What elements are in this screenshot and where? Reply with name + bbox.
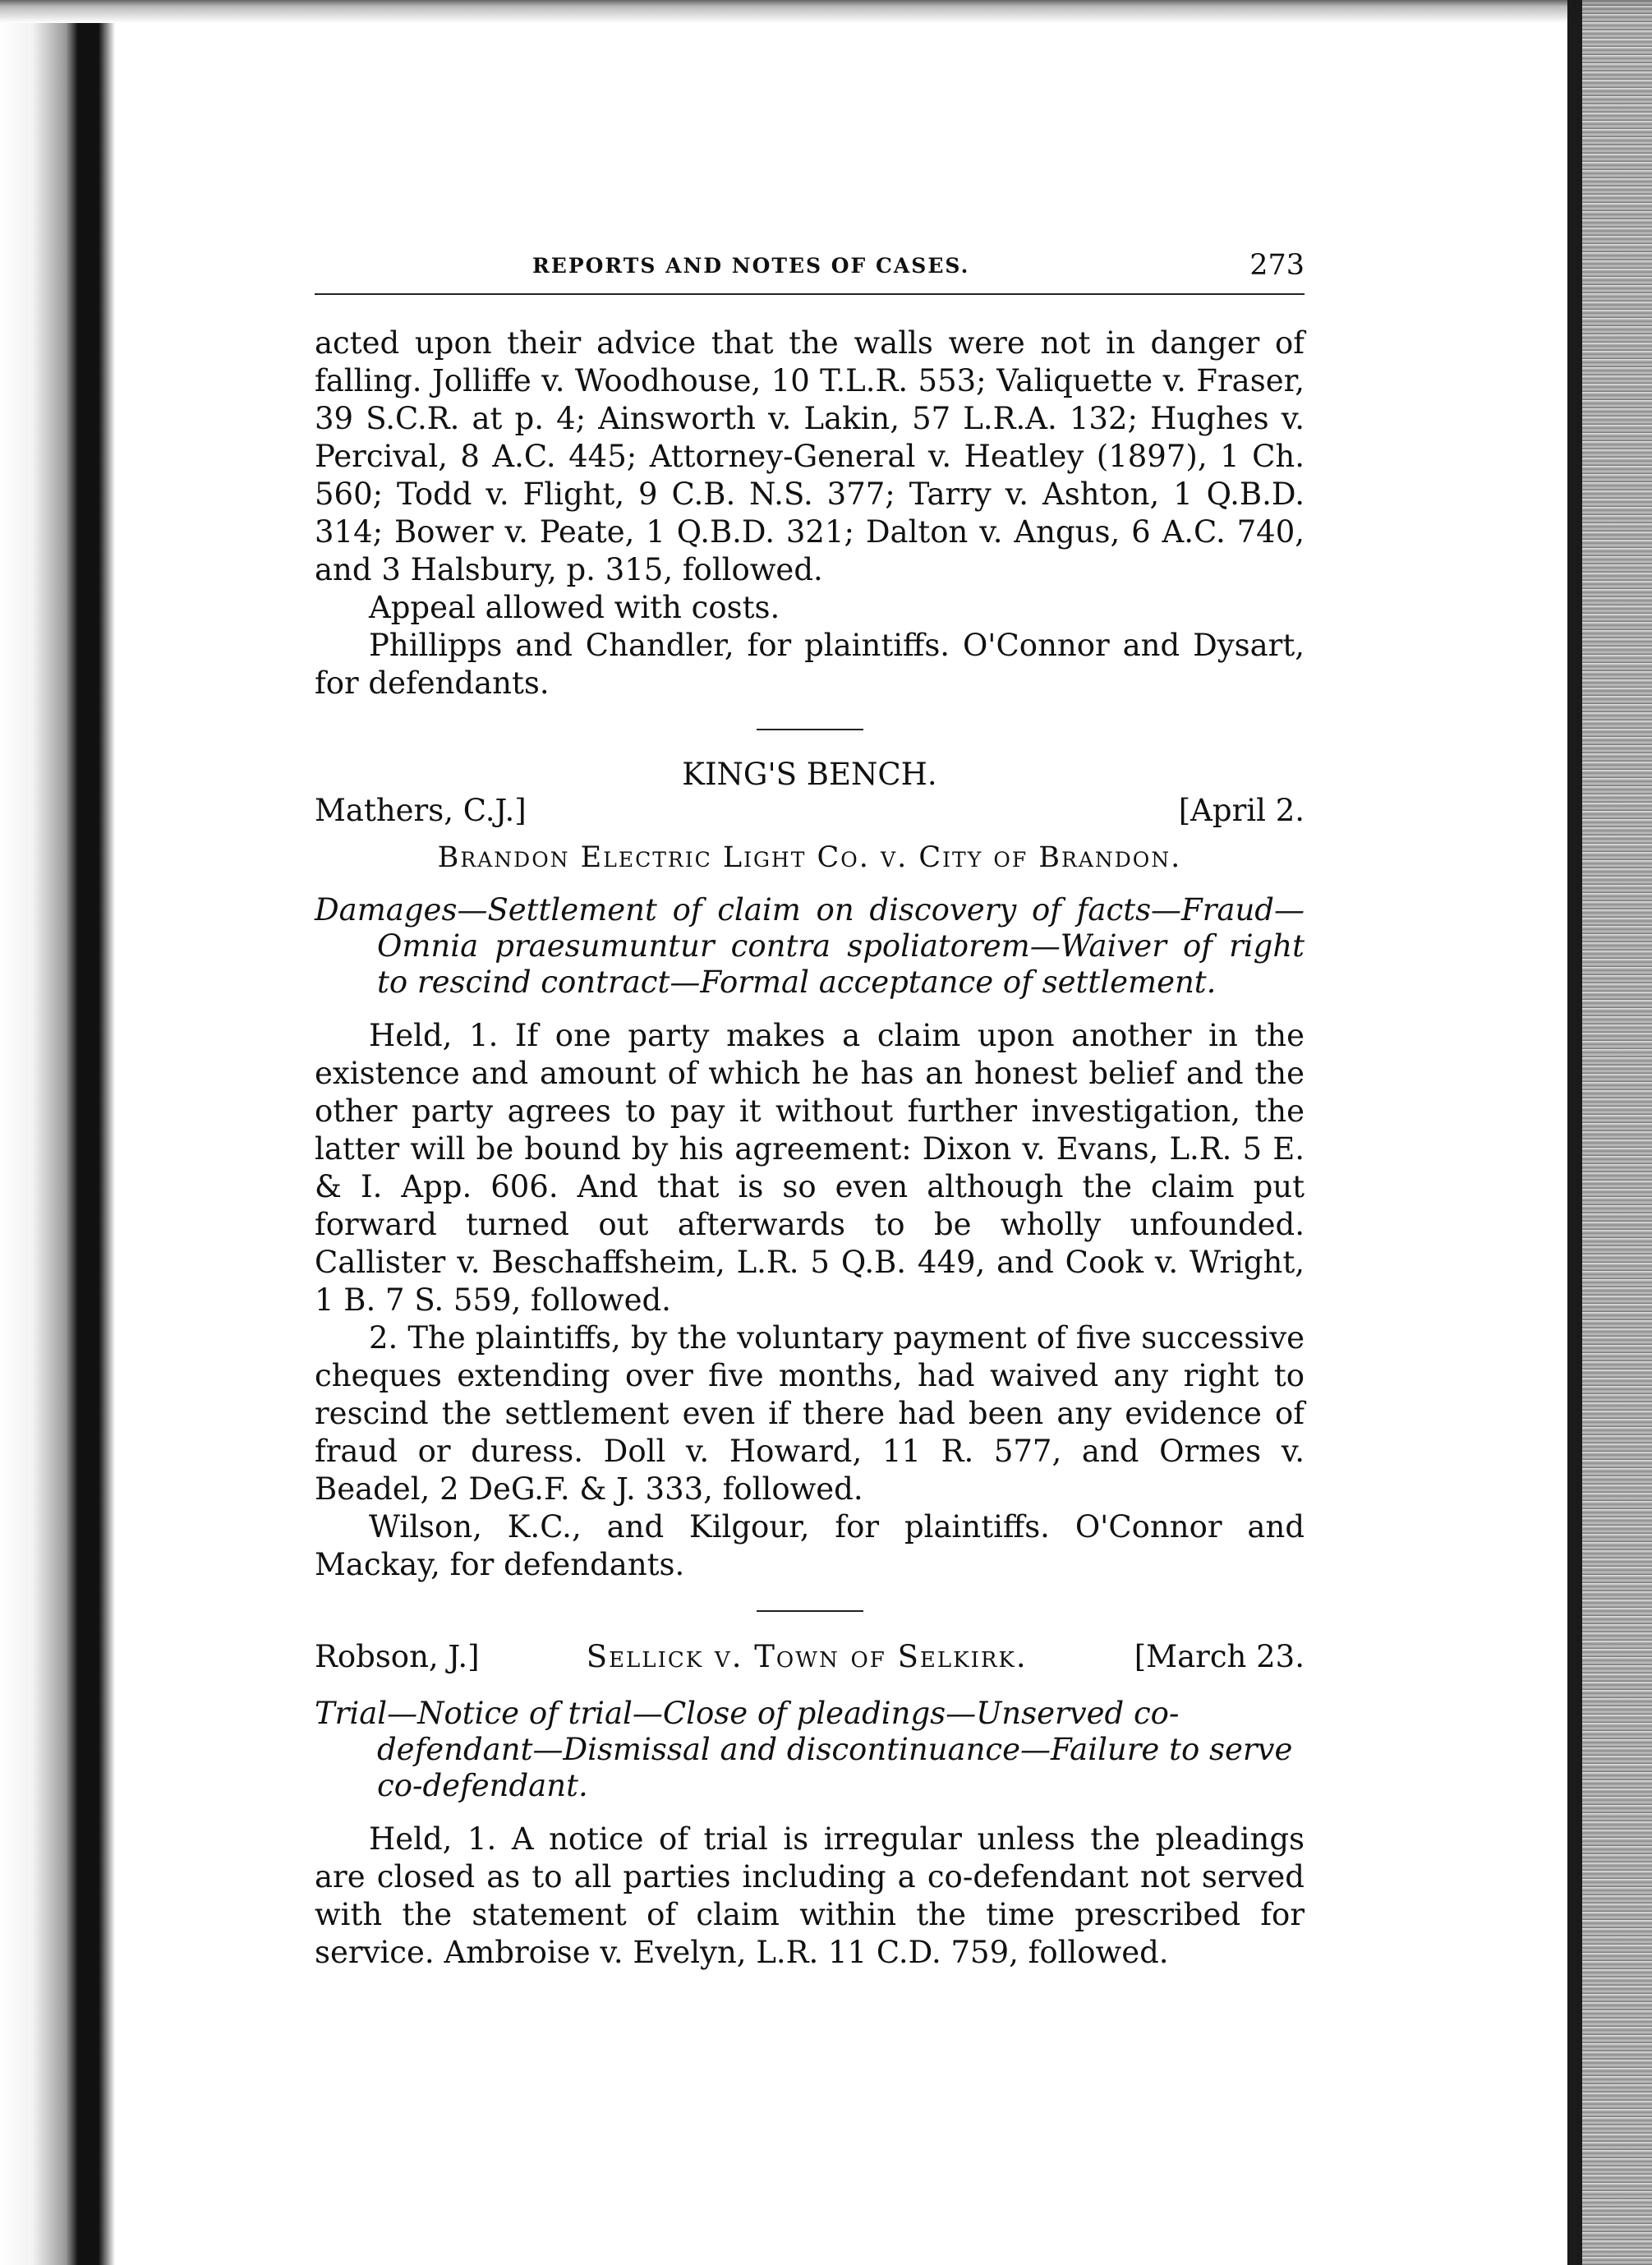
section-divider xyxy=(757,729,863,730)
case2-catchwords: Trial—Notice of trial—Close of pleadings—Unserved co-defendant—Dismissal and discontinuance—Failure to serve co-defendant. xyxy=(315,1696,1293,1803)
page-edge-right xyxy=(1574,0,1652,2265)
page-top-shadow xyxy=(0,0,1652,23)
case2-held-1: Held, 1. A notice of trial is irregular unless the pleadings are closed as to all parties including a co-defendant not served with the statement of claim within the time prescribed for service. Ambroise v. Evelyn, L.R. 11 C.D. 759, followed. xyxy=(315,1821,1305,1970)
case2-date: [March 23. xyxy=(1134,1639,1305,1674)
case2-header-row xyxy=(315,1638,1305,1676)
running-title: REPORTS AND NOTES OF CASES. xyxy=(532,254,970,278)
book-spine-shadow xyxy=(0,0,115,2265)
case1-caption: Brandon Electric Light Co. v. City of Brandon. xyxy=(437,841,1182,874)
prev-case-counsel: Phillipps and Chandler, for plaintiffs. O'Connor and Dysart, for defendants. xyxy=(315,628,1305,701)
page-number: 273 xyxy=(1249,249,1305,282)
running-head xyxy=(315,251,1305,290)
prev-case-disposition: Appeal allowed with costs. xyxy=(369,590,780,625)
case1-header-row xyxy=(315,792,1305,830)
case1-date: [April 2. xyxy=(1178,793,1305,828)
case2-caption: Sellick v. Town of Selkirk. xyxy=(586,1639,1028,1674)
case2-judge: Robson, J.] xyxy=(315,1639,480,1674)
section-divider-2 xyxy=(757,1610,863,1612)
prev-case-paragraph: acted upon their advice that the walls were not in danger of falling. Jolliffe v. Woodhouse, 10 T.L.R. 553; Valiquette v. Fraser, 39 S.C.R. at p. 4; Ainsworth v. Lakin, 57 L.R.A. 132; Hughes v. Percival, 8 A.C. 445; Attorney-General v. Heatley (1897), 1 Ch. 560; Todd v. Flight, 9 C.B. N.S. 377; Tarry v. Ashton, 1 Q.B.D. 314; Bower v. Peate, 1 Q.B.D. 321; Dalton v. Angus, 6 A.C. 740, and 3 Halsbury, p. 315, followed. xyxy=(315,325,1305,587)
page-body xyxy=(315,251,1305,1972)
court-heading: KING'S BENCH. xyxy=(682,757,937,792)
header-rule xyxy=(315,293,1305,295)
case1-counsel: Wilson, K.C., and Kilgour, for plaintiffs. O'Connor and Mackay, for defendants. xyxy=(315,1509,1305,1582)
case1-held-2: 2. The plaintiffs, by the voluntary payment of five successive cheques extending over five months, had waived any right to rescind the settlement even if there had been any evidence of fraud or duress. Doll v. Howard, 11 R. 577, and Ormes v. Beadel, 2 DeG.F. & J. 333, followed. xyxy=(315,1320,1305,1507)
page-edge-strip xyxy=(1567,0,1582,2265)
case1-judge: Mathers, C.J.] xyxy=(315,793,527,828)
case1-held-1: Held, 1. If one party makes a claim upon another in the existence and amount of which he has an honest belief and the other party agrees to pay it without further investigation, the latter will be bound by his agreement: Dixon v. Evans, L.R. 5 E. & I. App. 606. And that is so even although the claim put forward turned out afterwards to be wholly unfounded. Callister v. Beschaffsheim, L.R. 5 Q.B. 449, and Cook v. Wright, 1 B. 7 S. 559, followed. xyxy=(315,1018,1305,1318)
case1-catchwords: Damages—Settlement of claim on discovery of facts—Fraud—Omnia praesumuntur contra spoliatorem—Waiver of right to rescind contract—Formal acceptance of settlement. xyxy=(315,892,1305,1000)
